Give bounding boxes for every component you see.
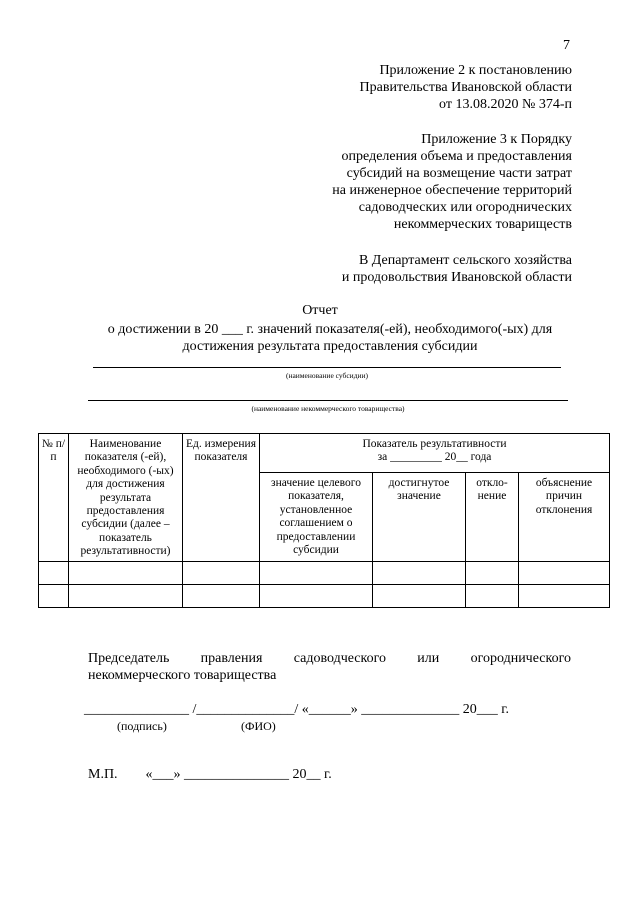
report-subtitle-line: достижения результата предоставления субсидии <box>182 339 478 354</box>
table-row <box>39 584 610 607</box>
table-header-row <box>39 434 610 473</box>
appendix-3-line: садоводческих или огороднических <box>358 200 572 215</box>
table-cell[interactable] <box>373 561 466 584</box>
appendix-3-header <box>332 131 572 233</box>
report-subtitle <box>60 321 600 355</box>
table-cell[interactable] <box>39 561 69 584</box>
fio-caption: (ФИО) <box>241 719 276 733</box>
addressee-line: В Департамент сельского хозяйства <box>358 253 572 268</box>
table-cell[interactable] <box>69 561 183 584</box>
partnership-name-line <box>88 400 568 401</box>
col-deviation-header: откло-нение <box>466 473 519 562</box>
chairman-title-line: Председатель правления садоводческого или огороднического <box>88 651 571 666</box>
page-number: 7 <box>563 38 570 53</box>
col-indicator-name-header: Наименование показателя (-ей), необходимого (-ых) для достижения результата предоставления субсидии (далее – показатель результативности) <box>69 434 183 562</box>
col-target-value-header: значение целевого показателя, установленное соглашением о предоставлении субсидии <box>260 473 373 562</box>
subsidy-name-line <box>93 367 561 368</box>
col-group-header <box>260 434 610 473</box>
appendix-2-line: Приложение 2 к постановлению <box>379 63 572 78</box>
subsidy-caption: (наименование субсидии) <box>285 371 369 380</box>
table-cell[interactable] <box>519 584 610 607</box>
addressee <box>342 252 572 286</box>
table-cell[interactable] <box>373 584 466 607</box>
table-row <box>39 561 610 584</box>
table-cell[interactable] <box>260 561 373 584</box>
table-cell[interactable] <box>39 584 69 607</box>
table-cell[interactable] <box>466 561 519 584</box>
table-cell[interactable] <box>69 584 183 607</box>
appendix-3-line: Приложение 3 к Порядку <box>421 132 572 147</box>
appendix-3-line: определения объема и предоставления <box>341 149 572 164</box>
stamp-date-line[interactable]: М.П. «___» _______________ 20__ г. <box>88 767 332 782</box>
appendix-2-line: от 13.08.2020 № 374-п <box>439 97 572 112</box>
appendix-3-line: субсидий на возмещение части затрат <box>346 166 572 181</box>
report-title: Отчет <box>302 303 338 318</box>
partnership-caption: (наименование некоммерческого товарищества) <box>251 404 405 413</box>
signature-caption: (подпись) <box>117 719 167 733</box>
col-achieved-value-header: достигнутое значение <box>373 473 466 562</box>
group-header-title: Показатель результативности <box>362 438 507 450</box>
table-cell[interactable] <box>183 584 260 607</box>
col-reason-header: объяснение причин отклонения <box>519 473 610 562</box>
addressee-line: и продовольствия Ивановской области <box>341 270 572 285</box>
group-header-period: за _________ 20__ года <box>377 451 492 464</box>
appendix-3-line: некоммерческих товариществ <box>393 217 572 232</box>
appendix-3-line: на инженерное обеспечение территорий <box>332 183 572 198</box>
results-table <box>38 433 610 608</box>
chairman-title-line-2: некоммерческого товарищества <box>88 668 277 683</box>
table-cell[interactable] <box>183 561 260 584</box>
appendix-2-line: Правительства Ивановской области <box>359 80 572 95</box>
col-number-header: № п/п <box>39 434 69 562</box>
table-cell[interactable] <box>466 584 519 607</box>
signature-line[interactable]: _______________ /______________/ «______» ______________ 20___ г. <box>84 702 509 717</box>
table-cell[interactable] <box>519 561 610 584</box>
appendix-2-header <box>360 62 572 113</box>
table-cell[interactable] <box>260 584 373 607</box>
report-subtitle-line: о достижении в 20 ___ г. значений показателя(-ей), необходимого(-ых) для <box>107 322 553 337</box>
col-unit-header: Ед. измерения показателя <box>183 434 260 562</box>
